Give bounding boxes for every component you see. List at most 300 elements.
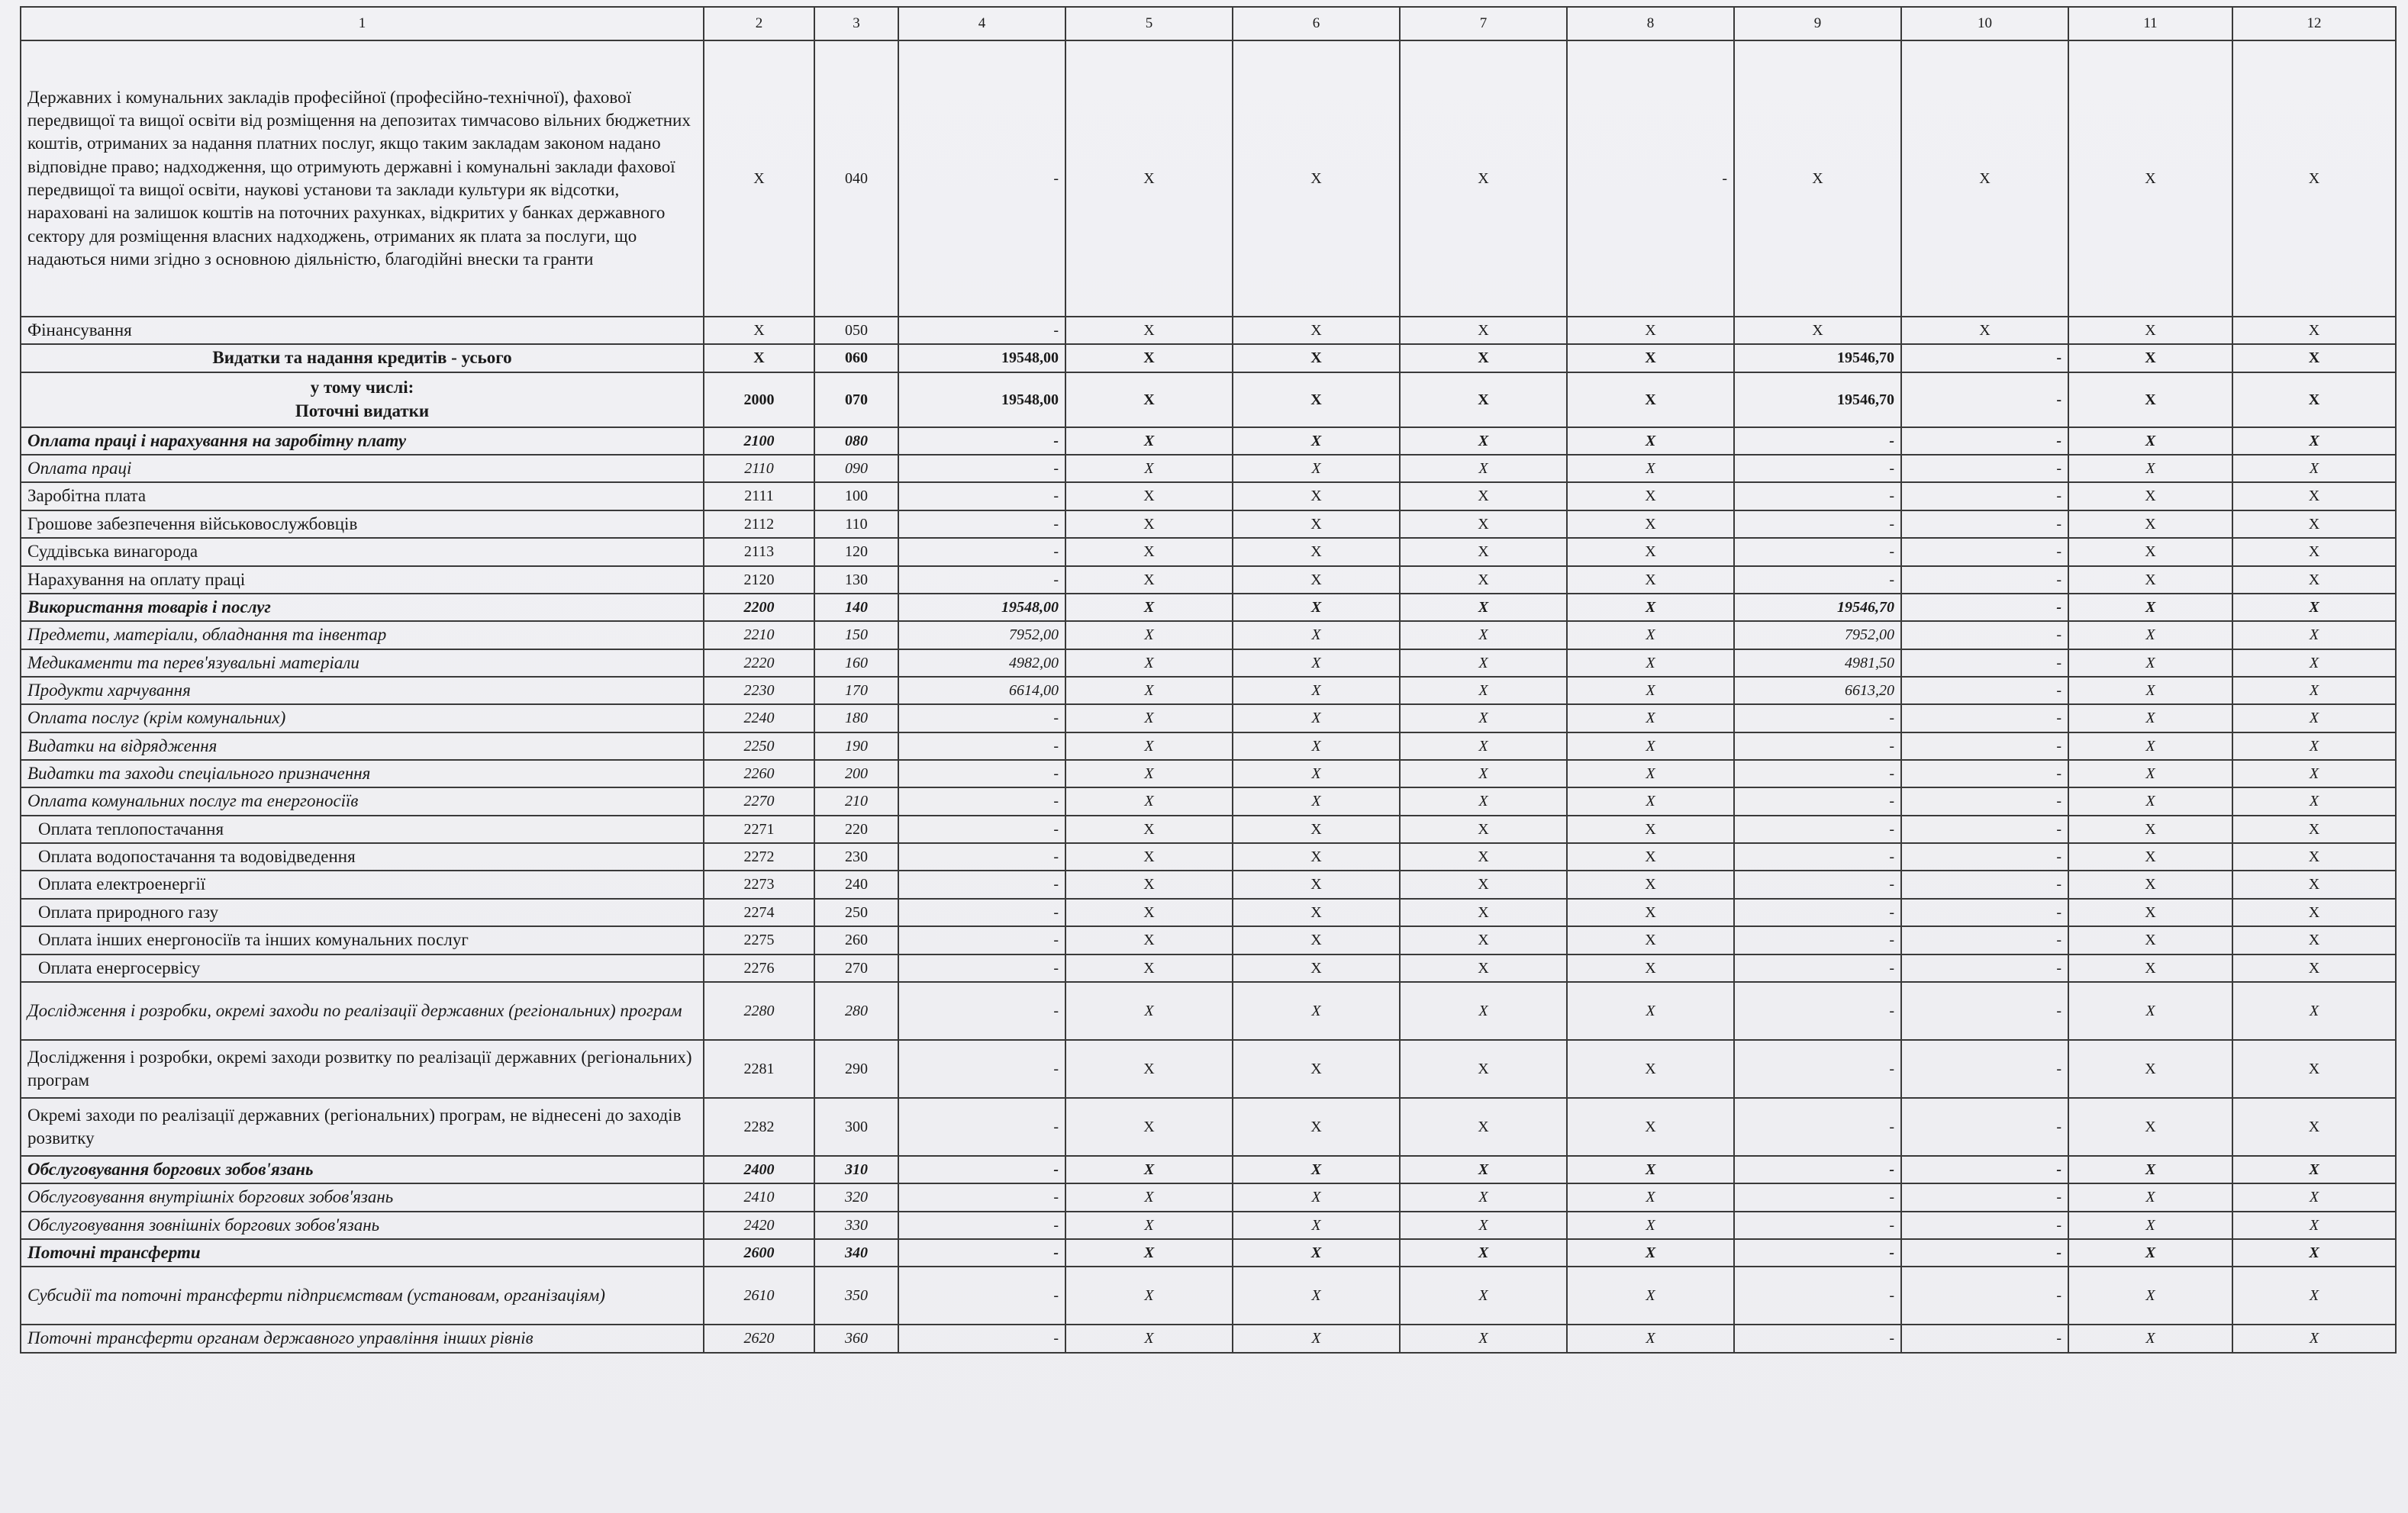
table-row (21, 482, 2396, 510)
value-cell: X (2232, 1239, 2396, 1267)
table-row (21, 538, 2396, 565)
row-name-cell: Предмети, матеріали, обладнання та інвентар (21, 621, 704, 649)
report-table (20, 6, 2397, 1354)
value-cell: X (1065, 677, 1233, 704)
table-row (21, 954, 2396, 982)
code-cell: 2400 (704, 1156, 814, 1183)
value-cell: X (1901, 40, 2068, 317)
value-cell: X (2232, 954, 2396, 982)
value-cell: - (898, 1040, 1065, 1098)
value-cell: X (2068, 1183, 2232, 1211)
value-cell: X (1400, 899, 1567, 926)
value-cell: - (898, 899, 1065, 926)
value-cell: X (2068, 843, 2232, 871)
value-cell: 19546,70 (1734, 344, 1901, 372)
value-cell: X (2068, 1239, 2232, 1267)
line-code-cell: 180 (814, 704, 898, 732)
code-cell: X (704, 344, 814, 372)
value-cell: X (1233, 982, 1400, 1040)
line-code-cell: 190 (814, 732, 898, 760)
value-cell: - (1734, 427, 1901, 455)
column-number: 6 (1233, 7, 1400, 40)
code-cell: 2610 (704, 1267, 814, 1325)
code-cell: 2276 (704, 954, 814, 982)
value-cell: X (2068, 787, 2232, 815)
row-name-cell: Оплата комунальних послуг та енергоносіїв (21, 787, 704, 815)
value-cell: X (1065, 1212, 1233, 1239)
value-cell: X (1400, 732, 1567, 760)
value-cell: X (2232, 344, 2396, 372)
value-cell: 7952,00 (1734, 621, 1901, 649)
value-cell: X (2232, 982, 2396, 1040)
value-cell: - (1901, 1098, 2068, 1156)
value-cell: X (1567, 677, 1734, 704)
column-number: 11 (2068, 7, 2232, 40)
value-cell: X (1233, 1212, 1400, 1239)
value-cell: - (1901, 538, 2068, 565)
value-cell: - (1901, 704, 2068, 732)
value-cell: X (1233, 760, 1400, 787)
value-cell: X (1065, 510, 1233, 538)
code-cell: 2600 (704, 1239, 814, 1267)
value-cell: X (2232, 1098, 2396, 1156)
value-cell: - (1901, 1325, 2068, 1352)
value-cell: X (1400, 871, 1567, 898)
value-cell: - (1901, 1267, 2068, 1325)
value-cell: 19546,70 (1734, 372, 1901, 427)
line-code-cell: 330 (814, 1212, 898, 1239)
value-cell: X (1567, 566, 1734, 594)
value-cell: X (1567, 317, 1734, 344)
value-cell: X (1233, 621, 1400, 649)
column-number: 3 (814, 7, 898, 40)
value-cell: - (1734, 1212, 1901, 1239)
value-cell: - (1901, 372, 2068, 427)
value-cell: X (1233, 704, 1400, 732)
value-cell: X (2068, 1098, 2232, 1156)
value-cell: X (1567, 732, 1734, 760)
line-code-cell: 280 (814, 982, 898, 1040)
value-cell: X (1233, 427, 1400, 455)
value-cell: X (2068, 566, 2232, 594)
value-cell: X (1567, 816, 1734, 843)
value-cell: - (1734, 538, 1901, 565)
value-cell: X (1400, 1156, 1567, 1183)
value-cell: X (1567, 1267, 1734, 1325)
table-row (21, 677, 2396, 704)
table-row (21, 871, 2396, 898)
value-cell: X (2068, 732, 2232, 760)
value-cell: X (1065, 566, 1233, 594)
value-cell: X (1065, 621, 1233, 649)
value-cell: - (1901, 982, 2068, 1040)
value-cell: X (2232, 427, 2396, 455)
value-cell: X (2232, 926, 2396, 954)
value-cell: X (1065, 1098, 1233, 1156)
code-cell: 2250 (704, 732, 814, 760)
column-number-row (21, 7, 2396, 40)
value-cell: X (1233, 816, 1400, 843)
value-cell: - (898, 1212, 1065, 1239)
value-cell: X (1567, 843, 1734, 871)
value-cell: - (1567, 40, 1734, 317)
value-cell: X (2232, 899, 2396, 926)
value-cell: X (1567, 1325, 1734, 1352)
value-cell: X (2068, 538, 2232, 565)
value-cell: X (2068, 317, 2232, 344)
code-cell: 2100 (704, 427, 814, 455)
row-name-cell: Оплата водопостачання та водовідведення (21, 843, 704, 871)
value-cell: - (898, 732, 1065, 760)
value-cell: X (1400, 649, 1567, 677)
line-code-cell: 170 (814, 677, 898, 704)
value-cell: X (2068, 816, 2232, 843)
value-cell: X (1400, 566, 1567, 594)
row-name-cell: Оплата праці (21, 455, 704, 482)
row-name-cell: Оплата енергосервісу (21, 954, 704, 982)
value-cell: - (1734, 455, 1901, 482)
value-cell: X (1065, 760, 1233, 787)
line-code-cell: 130 (814, 566, 898, 594)
value-cell: X (1065, 787, 1233, 815)
code-cell: 2111 (704, 482, 814, 510)
value-cell: X (1567, 871, 1734, 898)
value-cell: X (1567, 594, 1734, 621)
value-cell: X (1400, 1239, 1567, 1267)
value-cell: X (2232, 1325, 2396, 1352)
value-cell: X (2068, 899, 2232, 926)
value-cell: X (1567, 704, 1734, 732)
value-cell: X (2068, 649, 2232, 677)
value-cell: 19548,00 (898, 594, 1065, 621)
code-cell: 2112 (704, 510, 814, 538)
value-cell: X (2232, 1183, 2396, 1211)
value-cell: - (898, 982, 1065, 1040)
value-cell: X (1065, 843, 1233, 871)
value-cell: X (1400, 982, 1567, 1040)
value-cell: X (2232, 621, 2396, 649)
code-cell: 2110 (704, 455, 814, 482)
line-code-cell: 360 (814, 1325, 898, 1352)
value-cell: X (1233, 649, 1400, 677)
value-cell: X (1233, 1156, 1400, 1183)
column-number: 2 (704, 7, 814, 40)
value-cell: X (2068, 871, 2232, 898)
row-name-cell: Дослідження і розробки, окремі заходи розвитку по реалізації державних (регіональних) програм (21, 1040, 704, 1098)
value-cell: X (2068, 621, 2232, 649)
value-cell: - (1901, 816, 2068, 843)
value-cell: X (2232, 871, 2396, 898)
code-cell: 2210 (704, 621, 814, 649)
value-cell: X (1065, 317, 1233, 344)
code-cell: 2280 (704, 982, 814, 1040)
row-name-cell: Обслуговування боргових зобов'язань (21, 1156, 704, 1183)
value-cell: X (1400, 1325, 1567, 1352)
value-cell: X (2232, 1040, 2396, 1098)
value-cell: - (1734, 482, 1901, 510)
value-cell: - (898, 566, 1065, 594)
line-code-cell: 080 (814, 427, 898, 455)
value-cell: - (1901, 677, 2068, 704)
value-cell: - (898, 510, 1065, 538)
value-cell: X (2068, 455, 2232, 482)
value-cell: X (1400, 1183, 1567, 1211)
code-cell: 2270 (704, 787, 814, 815)
line-code-cell: 160 (814, 649, 898, 677)
value-cell: - (1901, 1040, 2068, 1098)
table-row (21, 594, 2396, 621)
value-cell: - (1734, 816, 1901, 843)
value-cell: X (1567, 954, 1734, 982)
value-cell: X (1567, 344, 1734, 372)
table-row (21, 372, 2396, 427)
value-cell: X (1233, 455, 1400, 482)
value-cell: X (2232, 482, 2396, 510)
value-cell: X (2068, 704, 2232, 732)
value-cell: X (2232, 566, 2396, 594)
value-cell: X (2232, 594, 2396, 621)
value-cell: X (1400, 843, 1567, 871)
row-name-cell: Оплата послуг (крім комунальних) (21, 704, 704, 732)
value-cell: - (1901, 566, 2068, 594)
code-cell: X (704, 317, 814, 344)
value-cell: X (1567, 455, 1734, 482)
value-cell: X (1400, 317, 1567, 344)
value-cell: X (1233, 510, 1400, 538)
value-cell: X (1567, 1183, 1734, 1211)
value-cell: - (898, 1156, 1065, 1183)
line-code-cell: 300 (814, 1098, 898, 1156)
value-cell: - (1734, 732, 1901, 760)
value-cell: X (1065, 482, 1233, 510)
value-cell: X (1233, 1183, 1400, 1211)
row-name-cell: Обслуговування зовнішніх боргових зобов'язань (21, 1212, 704, 1239)
table-row (21, 427, 2396, 455)
value-cell: X (1400, 482, 1567, 510)
line-code-cell: 220 (814, 816, 898, 843)
value-cell: - (898, 455, 1065, 482)
value-cell: - (1901, 1212, 2068, 1239)
value-cell: X (1400, 926, 1567, 954)
table-row (21, 899, 2396, 926)
value-cell: X (2232, 1267, 2396, 1325)
value-cell: X (1400, 1040, 1567, 1098)
value-cell: X (1065, 1183, 1233, 1211)
value-cell: X (1567, 1098, 1734, 1156)
value-cell: X (1233, 677, 1400, 704)
value-cell: X (2068, 926, 2232, 954)
value-cell: 19548,00 (898, 372, 1065, 427)
value-cell: X (1400, 40, 1567, 317)
row-name-cell: Продукти харчування (21, 677, 704, 704)
value-cell: X (1065, 372, 1233, 427)
row-name-cell: Суддівська винагорода (21, 538, 704, 565)
value-cell: X (1567, 510, 1734, 538)
value-cell: - (1734, 1267, 1901, 1325)
row-name-cell: Медикаменти та перев'язувальні матеріали (21, 649, 704, 677)
value-cell: X (1065, 816, 1233, 843)
value-cell: X (1400, 344, 1567, 372)
value-cell: - (1901, 1239, 2068, 1267)
value-cell: X (1065, 1040, 1233, 1098)
code-cell: 2282 (704, 1098, 814, 1156)
value-cell: X (1567, 649, 1734, 677)
value-cell: 4982,00 (898, 649, 1065, 677)
value-cell: X (2068, 982, 2232, 1040)
value-cell: X (1233, 843, 1400, 871)
value-cell: X (1233, 317, 1400, 344)
row-name-cell: Оплата природного газу (21, 899, 704, 926)
value-cell: - (898, 538, 1065, 565)
table-row (21, 816, 2396, 843)
value-cell: X (1567, 1040, 1734, 1098)
value-cell: X (2232, 704, 2396, 732)
table-row (21, 787, 2396, 815)
table-row (21, 621, 2396, 649)
code-cell: 2275 (704, 926, 814, 954)
line-code-cell: 240 (814, 871, 898, 898)
value-cell: - (1734, 1325, 1901, 1352)
table-row (21, 843, 2396, 871)
table-row (21, 760, 2396, 787)
value-cell: 6613,20 (1734, 677, 1901, 704)
row-name-cell: Нарахування на оплату праці (21, 566, 704, 594)
line-code-cell: 090 (814, 455, 898, 482)
row-name-cell: Використання товарів і послуг (21, 594, 704, 621)
row-name-cell: Поточні трансферти (21, 1239, 704, 1267)
value-cell: - (1734, 566, 1901, 594)
value-cell: X (1233, 1239, 1400, 1267)
code-cell: 2000 (704, 372, 814, 427)
value-cell: - (898, 926, 1065, 954)
value-cell: - (898, 1098, 1065, 1156)
value-cell: X (1567, 926, 1734, 954)
value-cell: X (1400, 1267, 1567, 1325)
value-cell: 6614,00 (898, 677, 1065, 704)
value-cell: X (1400, 427, 1567, 455)
value-cell: - (1901, 1183, 2068, 1211)
value-cell: X (1567, 372, 1734, 427)
code-cell: 2271 (704, 816, 814, 843)
value-cell: X (1233, 538, 1400, 565)
row-name-cell: Державних і комунальних закладів професійної (професійно-технічної), фахової передвищої та вищої освіти від розміщення на депозитах тимчасово вільних бюджетних коштів, отриманих за надання платних послуг, якщо таким закладам законом надано відповідне право; надходження, що отримують державні і комунальні заклади фахової передвищої та вищої освіти, наукові установи та заклади культури як відсотки, нараховані на залишок коштів на поточних рахунках, відкритих у банках державного сектору для розміщення власних надходжень, отриманих як плата за послуги, що надаються ними згідно з основною діяльністю, благодійні внески та гранти (21, 40, 704, 317)
value-cell: X (1233, 871, 1400, 898)
column-number: 1 (21, 7, 704, 40)
value-cell: - (898, 954, 1065, 982)
value-cell: X (1065, 455, 1233, 482)
line-code-cell: 320 (814, 1183, 898, 1211)
table-row (21, 649, 2396, 677)
table-row (21, 982, 2396, 1040)
value-cell: X (1400, 594, 1567, 621)
value-cell: X (2232, 843, 2396, 871)
value-cell: X (2232, 732, 2396, 760)
value-cell: - (1734, 871, 1901, 898)
value-cell: X (1567, 1212, 1734, 1239)
value-cell: X (1233, 1325, 1400, 1352)
value-cell: - (1901, 871, 2068, 898)
value-cell: X (2232, 1156, 2396, 1183)
value-cell: - (1734, 510, 1901, 538)
value-cell: X (1567, 482, 1734, 510)
line-code-cell: 100 (814, 482, 898, 510)
value-cell: X (1065, 871, 1233, 898)
value-cell: - (1901, 482, 2068, 510)
value-cell: X (1233, 594, 1400, 621)
value-cell: X (2232, 760, 2396, 787)
value-cell: - (1901, 899, 2068, 926)
row-name-cell: Дослідження і розробки, окремі заходи по реалізації державних (регіональних) програм (21, 982, 704, 1040)
line-code-cell: 150 (814, 621, 898, 649)
line-code-cell: 140 (814, 594, 898, 621)
table-row (21, 1267, 2396, 1325)
table-row (21, 1239, 2396, 1267)
value-cell: 4981,50 (1734, 649, 1901, 677)
value-cell: - (1901, 760, 2068, 787)
value-cell: X (2068, 760, 2232, 787)
value-cell: - (1901, 954, 2068, 982)
line-code-cell: 310 (814, 1156, 898, 1183)
value-cell: X (2068, 677, 2232, 704)
row-name-cell: Грошове забезпечення військовослужбовців (21, 510, 704, 538)
code-cell: 2230 (704, 677, 814, 704)
value-cell: X (1734, 40, 1901, 317)
value-cell: X (1065, 649, 1233, 677)
value-cell: X (1065, 954, 1233, 982)
value-cell: - (1901, 344, 2068, 372)
value-cell: X (1567, 1239, 1734, 1267)
value-cell: X (2232, 787, 2396, 815)
value-cell: X (1567, 982, 1734, 1040)
value-cell: - (898, 1267, 1065, 1325)
value-cell: X (1065, 1325, 1233, 1352)
value-cell: X (1901, 317, 2068, 344)
value-cell: X (1065, 40, 1233, 317)
value-cell: X (2232, 455, 2396, 482)
value-cell: X (1400, 621, 1567, 649)
value-cell: X (1065, 899, 1233, 926)
value-cell: X (2068, 372, 2232, 427)
value-cell: X (2068, 594, 2232, 621)
value-cell: X (1065, 704, 1233, 732)
value-cell: X (1233, 1267, 1400, 1325)
value-cell: - (1734, 704, 1901, 732)
value-cell: X (1233, 566, 1400, 594)
value-cell: X (1734, 317, 1901, 344)
value-cell: X (1233, 926, 1400, 954)
line-code-cell: 350 (814, 1267, 898, 1325)
table-row (21, 732, 2396, 760)
value-cell: - (1901, 594, 2068, 621)
line-code-cell: 340 (814, 1239, 898, 1267)
value-cell: - (1901, 926, 2068, 954)
table-row (21, 1212, 2396, 1239)
value-cell: - (1734, 1040, 1901, 1098)
column-number: 10 (1901, 7, 2068, 40)
value-cell: X (2068, 482, 2232, 510)
row-name-cell: Видатки та надання кредитів - усього (21, 344, 704, 372)
value-cell: X (1400, 1212, 1567, 1239)
row-name-cell: Оплата інших енергоносіїв та інших комунальних послуг (21, 926, 704, 954)
row-name-cell: Оплата теплопостачання (21, 816, 704, 843)
value-cell: X (1065, 982, 1233, 1040)
table-row (21, 344, 2396, 372)
value-cell: - (1901, 1156, 2068, 1183)
code-cell: 2260 (704, 760, 814, 787)
value-cell: X (2232, 510, 2396, 538)
value-cell: - (1734, 899, 1901, 926)
value-cell: - (1901, 843, 2068, 871)
